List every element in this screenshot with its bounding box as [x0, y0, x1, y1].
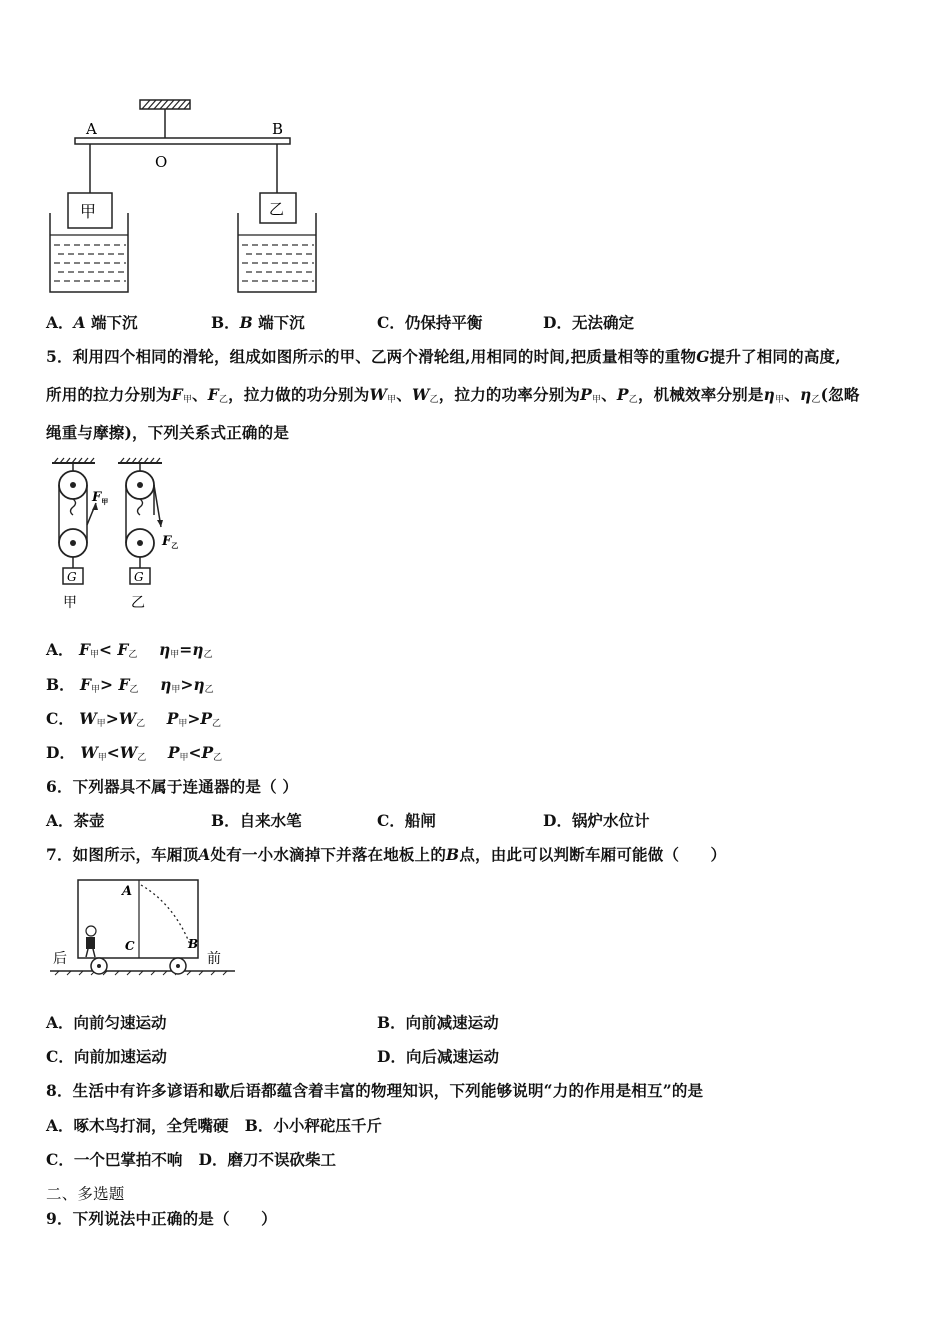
q6-option-b[interactable]: B．自来水笔	[211, 811, 302, 830]
lever-label-b: B	[272, 120, 284, 138]
q5-option-a[interactable]: A． F甲< F乙 η甲=η乙	[46, 640, 213, 660]
system-yi-label: 乙	[131, 595, 145, 611]
q5-stem-line2: 所用的拉力分别为F甲、F乙，拉力做的功分别为W甲、W乙，拉力的功率分别为P甲、P乙，机械效率分别是η甲、η乙(忽略	[46, 385, 860, 405]
q9-stem: 9．下列说法中正确的是（ ）	[46, 1209, 277, 1228]
block-jia-label: 甲	[80, 202, 97, 221]
q7-option-a[interactable]: A．向前匀速运动	[46, 1013, 167, 1032]
q4-option-b[interactable]: B．B 端下沉	[211, 313, 305, 332]
system-jia-label: 甲	[63, 595, 77, 611]
q4-option-d[interactable]: D．无法确定	[543, 313, 634, 332]
q8-options-row1[interactable]: A．啄木鸟打洞，全凭嘴硬 B．小小秤砣压千斤	[46, 1116, 382, 1135]
car-label-b: B	[188, 937, 199, 951]
q6-option-d[interactable]: D．锅炉水位计	[543, 811, 650, 830]
q4-option-a[interactable]: A．A 端下沉	[46, 313, 138, 332]
label-back: 后	[53, 951, 67, 967]
label-front: 前	[207, 951, 221, 967]
q5-option-d[interactable]: D． W甲<W乙 P甲<P乙	[46, 743, 223, 763]
q7-option-d[interactable]: D．向后减速运动	[377, 1047, 499, 1066]
block-yi-label: 乙	[269, 200, 285, 218]
q4-option-c[interactable]: C．仍保持平衡	[377, 313, 483, 332]
weight-jia-label: G	[67, 570, 77, 584]
q5-stem-line3: 绳重与摩擦)，下列关系式正确的是	[46, 423, 290, 442]
car-label-c: C	[125, 939, 135, 953]
lever-label-a: A	[86, 120, 97, 138]
q7-stem: 7．如图所示，车厢顶A处有一小水滴掉下并落在地板上的B点，由此可以判断车厢可能做（ ）	[46, 845, 727, 864]
q6-option-c[interactable]: C．船闸	[377, 811, 436, 830]
q6-stem: 6．下列器具不属于连通器的是（ ）	[46, 777, 299, 796]
car-label-a: A	[122, 884, 133, 899]
q5-stem-line1: 5．利用四个相同的滑轮，组成如图所示的甲、乙两个滑轮组,用相同的时间,把质量相等的重物G提升了相同的高度,	[46, 347, 841, 366]
train-car-figure	[45, 875, 245, 985]
q7-option-b[interactable]: B．向前减速运动	[377, 1013, 499, 1032]
q7-option-c[interactable]: C．向前加速运动	[46, 1047, 167, 1066]
q8-options-row2[interactable]: C．一个巴掌拍不响 D．磨刀不误砍柴工	[46, 1150, 336, 1169]
lever-figure	[40, 95, 330, 300]
q8-stem: 8．生活中有许多谚语和歇后语都蕴含着丰富的物理知识，下列能够说明“力的作用是相互”的是	[46, 1081, 704, 1100]
pulley-figure	[40, 455, 200, 615]
q5-option-b[interactable]: B． F甲> F乙 η甲>η乙	[46, 675, 214, 695]
force-jia-label: $F_甲$	[92, 490, 109, 506]
q6-option-a[interactable]: A．茶壶	[46, 811, 105, 830]
lever-label-o: O	[155, 153, 168, 171]
section-title: 二、多选题	[46, 1185, 125, 1203]
force-yi-label: $F_乙$	[162, 534, 179, 550]
weight-yi-label: G	[134, 570, 144, 584]
q5-option-c[interactable]: C． W甲>W乙 P甲>P乙	[46, 709, 222, 729]
